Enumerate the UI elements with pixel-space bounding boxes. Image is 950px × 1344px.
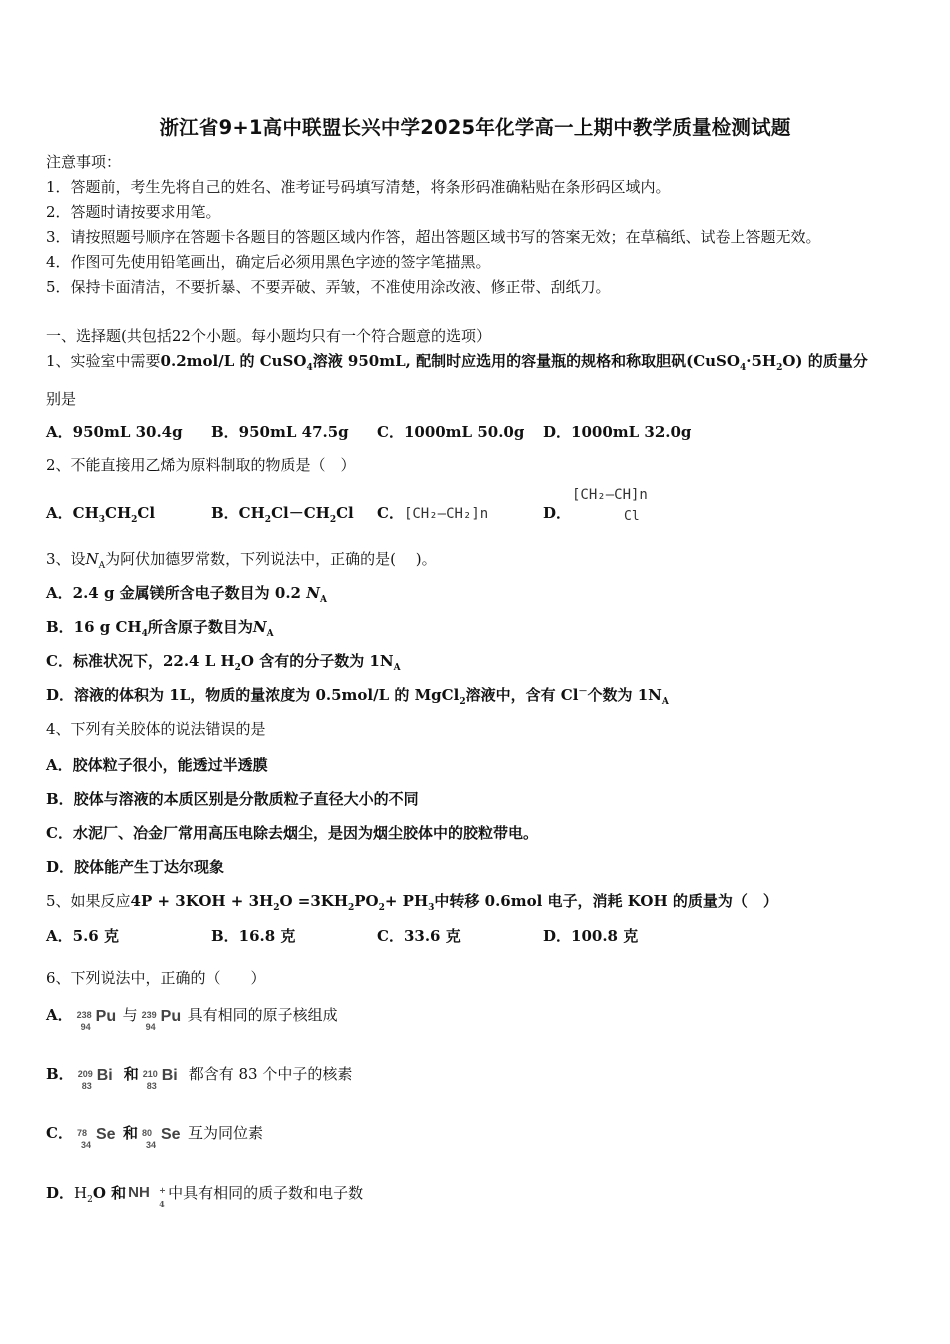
pvc-formula: [CH₂—CH]n Cl bbox=[572, 487, 648, 524]
q3-option-b[interactable]: B．16 g $CH_4$所含原子数目为$N_A$ bbox=[46, 618, 274, 639]
question-5-stem: 5、如果反应$4P + 3KOH + 3H_2O =3KH_2PO_2+ PH_3$中转移 0.6mol 电子，消耗 KOH 的质量为（ ） bbox=[46, 892, 778, 913]
q5-option-b[interactable]: B．16.8 克 bbox=[211, 927, 296, 945]
q3-option-d[interactable]: D．溶液的体积为 1L，物质的量浓度为 0.5mol/L 的 MgCl$_2$溶液中，含有 Cl－个数为 $1N_A$ bbox=[46, 686, 669, 707]
q4-option-a[interactable]: A．胶体粒子很小，能透过半透膜 bbox=[46, 756, 268, 774]
q5-option-a[interactable]: A．5.6 克 bbox=[46, 927, 119, 945]
q1-option-b[interactable]: B．950mL 47.5g bbox=[211, 423, 349, 441]
q2-option-a[interactable]: A．$CH_3CH_2Cl$ bbox=[46, 504, 156, 525]
note-item: 1．答题前，考生先将自己的姓名、准考证号码填写清楚，将条形码准确粘贴在条形码区域内。 bbox=[46, 178, 671, 196]
polyethylene-formula: [CH₂—CH₂]n bbox=[403, 506, 489, 522]
question-1-stem-cont: 别是 bbox=[46, 390, 77, 408]
isotope-se80: 80 34 Se bbox=[141, 1126, 181, 1150]
q6-option-c[interactable]: C． 78 34 Se 和 80 34 Se 互为同位素 bbox=[46, 1120, 263, 1146]
q2-option-c[interactable]: C．[CH₂—CH₂]n bbox=[377, 504, 489, 522]
q1-option-d[interactable]: D．1000mL 32.0g bbox=[543, 423, 692, 441]
note-item: 2．答题时请按要求用笔。 bbox=[46, 203, 221, 221]
section-heading: 一、选择题(共包括22个小题。每小题均只有一个符合题意的选项） bbox=[46, 327, 491, 345]
ammonium-formula: NH + 4 bbox=[128, 1184, 166, 1209]
q3-option-a[interactable]: A．2.4 g 金属镁所含电子数目为 0.2 $N_A$ bbox=[46, 584, 327, 605]
q6-option-b[interactable]: B． 209 83 Bi 和 210 83 Bi 都含有 83 个中子的核素 bbox=[46, 1061, 352, 1087]
q2-option-d[interactable]: D． bbox=[543, 504, 572, 522]
q1-option-a[interactable]: A．950mL 30.4g bbox=[46, 423, 183, 441]
question-1-stem: 1、实验室中需要0.2mol/L 的 CuSO$_4$溶液 950mL, 配制时应选用的容量瓶的规格和称取胆矾$(CuSO_4\cdot 5H_2O)$ 的质量分 bbox=[46, 352, 868, 373]
question-2-stem: 2、不能直接用乙烯为原料制取的物质是（ ） bbox=[46, 456, 356, 474]
isotope-pu238: 238 94 Pu bbox=[76, 1008, 117, 1032]
isotope-bi210: 210 83 Bi bbox=[142, 1067, 178, 1091]
notes-heading: 注意事项： bbox=[46, 153, 122, 171]
question-3-stem: 3、设$N_A$为阿伏加德罗常数，下列说法中，正确的是( )。 bbox=[46, 550, 437, 571]
q5-option-c[interactable]: C．33.6 克 bbox=[377, 927, 461, 945]
note-item: 3．请按照题号顺序在答题卡各题目的答题区域内作答，超出答题区域书写的答案无效；在草稿纸、试卷上答题无效。 bbox=[46, 228, 821, 246]
isotope-se78: 78 34 Se bbox=[76, 1126, 116, 1150]
q1-option-c[interactable]: C．1000mL 50.0g bbox=[377, 423, 525, 441]
note-item: 4．作图可先使用铅笔画出，确定后必须用黑色字迹的签字笔描黑。 bbox=[46, 253, 491, 271]
question-4-stem: 4、下列有关胶体的说法错误的是 bbox=[46, 720, 266, 738]
isotope-pu239: 239 94 Pu bbox=[141, 1008, 182, 1032]
q3-option-c[interactable]: C．标准状况下，22.4 L $H_2O$ 含有的分子数为 $1N_A$ bbox=[46, 652, 401, 673]
question-6-stem: 6、下列说法中，正确的（ ） bbox=[46, 969, 266, 987]
q4-option-b[interactable]: B．胶体与溶液的本质区别是分散质粒子直径大小的不同 bbox=[46, 790, 419, 808]
q5-option-d[interactable]: D．100.8 克 bbox=[543, 927, 639, 945]
q6-option-d[interactable]: D．$H_2O$ 和 NH + 4 中具有相同的质子数和电子数 bbox=[46, 1180, 363, 1206]
q6-option-a[interactable]: A． 238 94 Pu 与 239 94 Pu 具有相同的原子核组成 bbox=[46, 1002, 338, 1028]
isotope-bi209: 209 83 Bi bbox=[77, 1067, 113, 1091]
page-title: 浙江省9+1高中联盟长兴中学2025年化学高一上期中教学质量检测试题 bbox=[159, 116, 791, 139]
note-item: 5．保持卡面清洁，不要折暴、不要弄破、弄皱，不准使用涂改液、修正带、刮纸刀。 bbox=[46, 278, 611, 296]
q4-option-c[interactable]: C．水泥厂、冶金厂常用高压电除去烟尘，是因为烟尘胶体中的胶粒带电。 bbox=[46, 824, 538, 842]
q2-option-b[interactable]: B．$CH_2Cl-CH_2Cl$ bbox=[211, 504, 354, 525]
q4-option-d[interactable]: D．胶体能产生丁达尔现象 bbox=[46, 858, 225, 876]
